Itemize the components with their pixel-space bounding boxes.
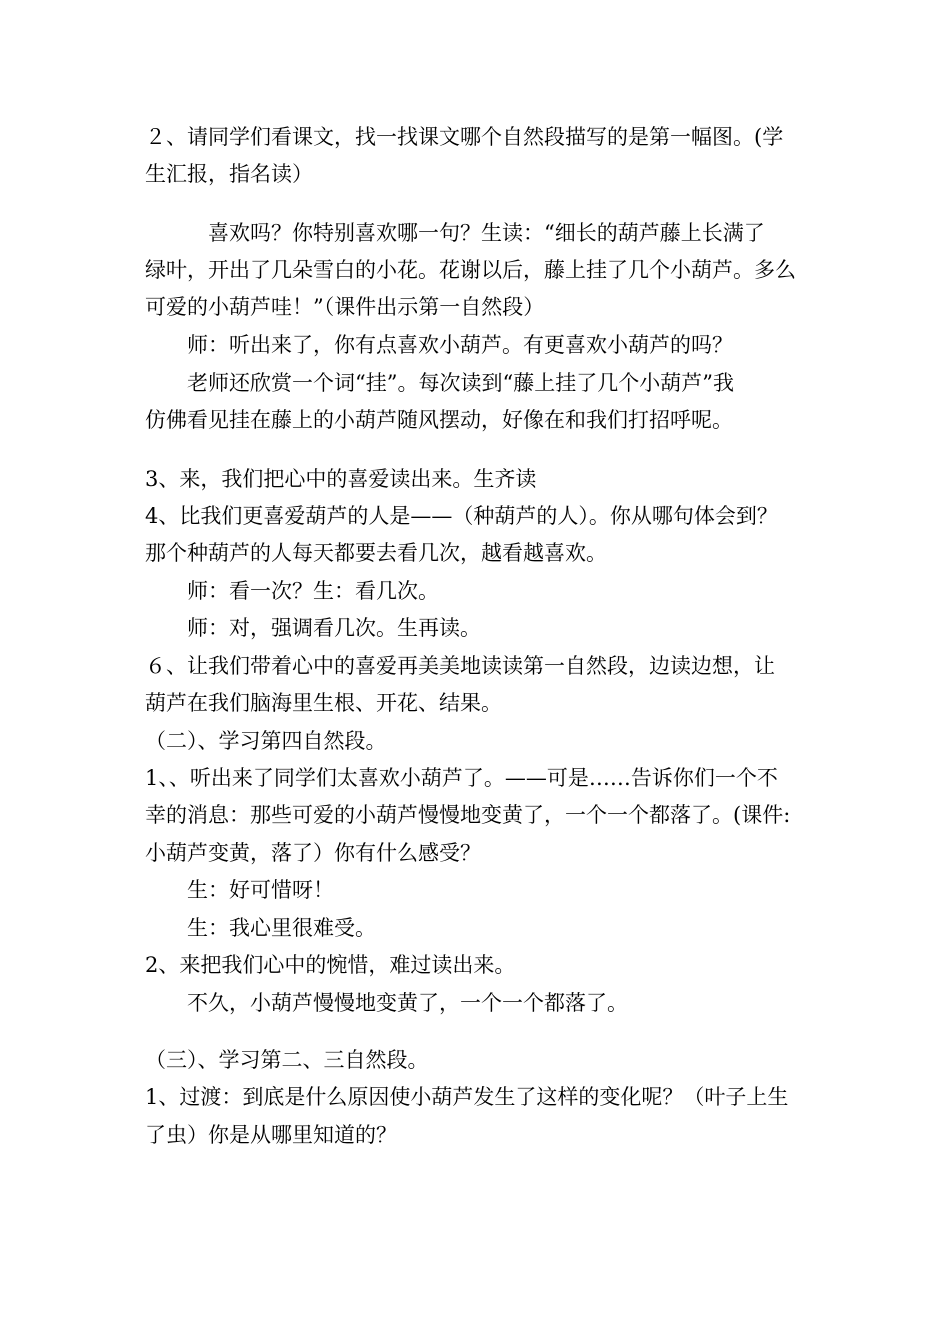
text-line: ６、让我们带着心中的喜爱再美美地读读第一自然段，边读边想，让 [145, 654, 775, 678]
text-line: 师：听出来了，你有点喜欢小葫芦。有更喜欢小葫芦的吗？ [145, 333, 733, 357]
text-line: 老师还欣赏一个词“挂”。每次读到“藤上挂了几个小葫芦”我 [145, 371, 734, 395]
text-line: 了虫）你是从哪里知道的？ [145, 1123, 397, 1147]
text-line: 1、、听出来了同学们太喜欢小葫芦了。——可是……告诉你们一个不 [145, 766, 778, 790]
text-line: 生：我心里很难受。 [145, 916, 376, 940]
text-line: 绿叶，开出了几朵雪白的小花。花谢以后，藤上挂了几个小葫芦。多么 [145, 258, 796, 282]
text-line: 生：好可惜呀！ [145, 878, 334, 902]
text-line: 生汇报，指名读） [145, 162, 313, 186]
text-line: 师：看一次？生：看几次。 [145, 579, 439, 603]
text-line: 小葫芦变黄，落了）你有什么感受？ [145, 841, 481, 865]
text-line: 仿佛看见挂在藤上的小葫芦随风摆动，好像在和我们打招呼呢。 [145, 408, 733, 432]
text-line: 喜欢吗？你特别喜欢哪一句？生读：“细长的葫芦藤上长满了 [145, 221, 765, 245]
text-line: 不久，小葫芦慢慢地变黄了，一个一个都落了。 [145, 991, 628, 1015]
section-heading: （二）、学习第四自然段。 [145, 729, 387, 753]
text-line: 1、过渡：到底是什么原因使小葫芦发生了这样的变化呢？（叶子上生 [145, 1085, 789, 1109]
text-line: 3、来，我们把心中的喜爱读出来。生齐读 [145, 467, 537, 491]
section-heading: （三）、学习第二、三自然段。 [145, 1048, 429, 1072]
text-line: 可爱的小葫芦哇！”（课件出示第一自然段） [145, 295, 545, 319]
text-line: 4、比我们更喜爱葫芦的人是——（种葫芦的人）。你从哪句体会到？ [145, 504, 778, 528]
text-line: 2、来把我们心中的惋惜，难过读出来。 [145, 953, 516, 977]
text-line: 那个种葫芦的人每天都要去看几次，越看越喜欢。 [145, 541, 607, 565]
text-line: 葫芦在我们脑海里生根、开花、结果。 [145, 691, 502, 715]
text-line: 师：对，强调看几次。生再读。 [145, 616, 481, 640]
text-line: ２、请同学们看课文，找一找课文哪个自然段描写的是第一幅图。(学 [145, 125, 784, 149]
text-line: 幸的消息：那些可爱的小葫芦慢慢地变黄了，一个一个都落了。(课件: [145, 803, 791, 827]
